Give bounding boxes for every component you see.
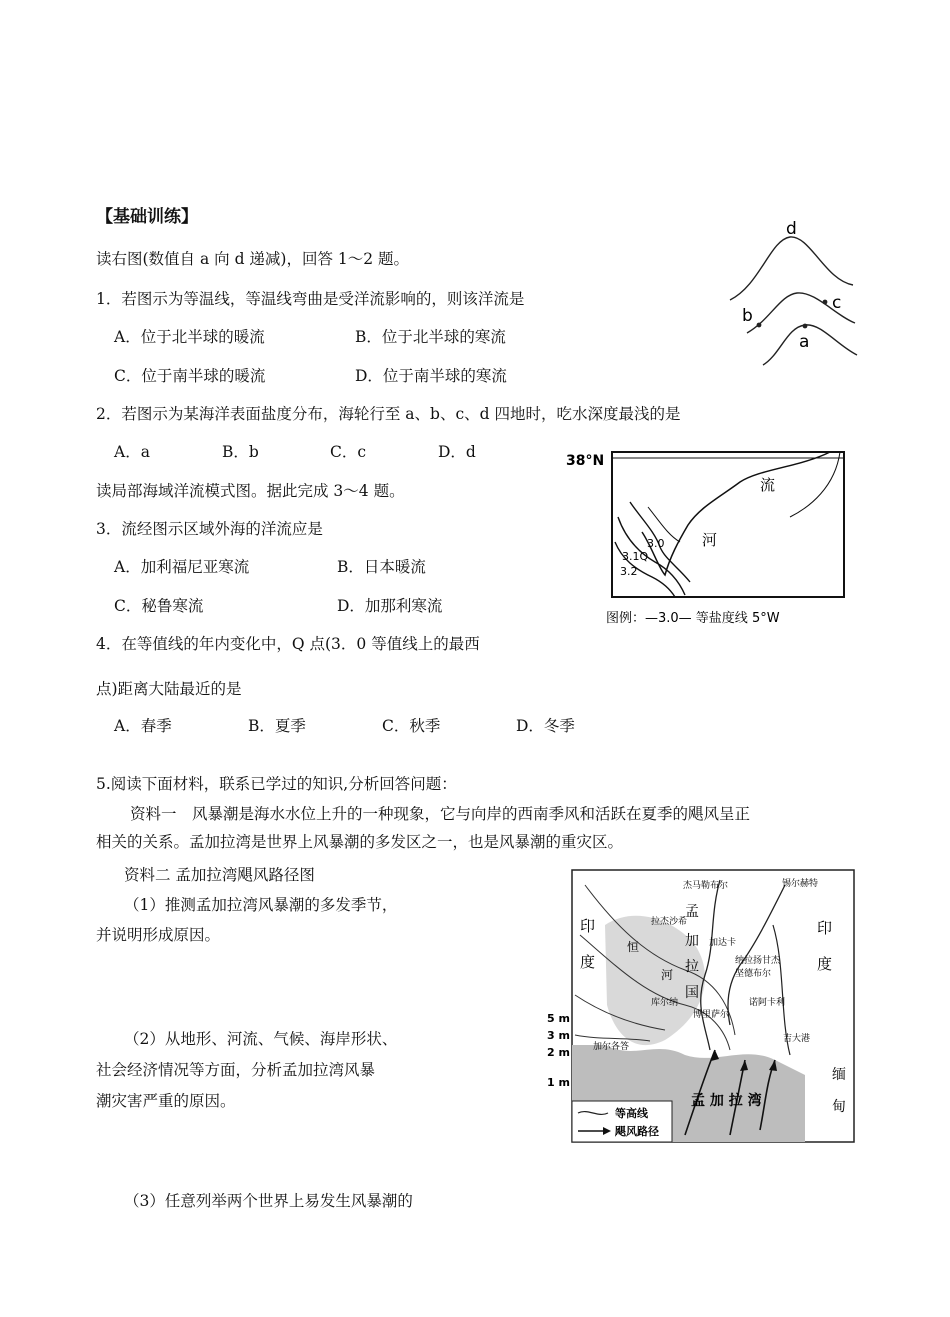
country-char: 国: [685, 985, 699, 1001]
point-c: [823, 300, 828, 305]
q4-stem-line1: 4．在等值线的年内变化中，Q 点(3．0 等值线上的最西: [96, 635, 480, 653]
q2-option-c: C．c: [330, 443, 367, 461]
region-india-west: 度: [580, 953, 596, 971]
legend-contour-label: 等高线: [615, 1107, 648, 1120]
q4-option-a: A．春季: [114, 717, 172, 735]
q4-option-b: B．夏季: [248, 717, 306, 735]
place-label: 博里萨尔: [693, 1010, 730, 1020]
region-myanmar: 缅: [832, 1067, 846, 1083]
q3-option-c: C．秘鲁寒流: [114, 597, 204, 615]
region-myanmar: 甸: [832, 1099, 846, 1115]
label-current: 流: [760, 476, 776, 494]
isoline-figure: [725, 215, 860, 370]
latitude-label: 38°N: [566, 453, 605, 469]
country-char: 孟: [685, 904, 699, 920]
label-river: 河: [702, 531, 718, 549]
bay-label: 孟 加 拉 湾: [691, 1093, 762, 1109]
place-label: 杰马勒布尔: [683, 881, 729, 891]
q5-sub2-line2: 社会经济情况等方面，分析孟加拉湾风暴: [96, 1061, 376, 1079]
q5-material2: 资料二 孟加拉湾飓风路径图: [124, 866, 315, 884]
q1-stem: 1．若图示为等温线，等温线弯曲是受洋流影响的，则该洋流是: [96, 290, 525, 308]
place-label: 加达卡: [709, 938, 737, 948]
q5-sub1-line1: （1）推测孟加拉湾风暴潮的多发季节，: [124, 896, 398, 914]
q1-option-d: D．位于南半球的寒流: [355, 367, 507, 385]
bay-of-bengal-map: [545, 865, 860, 1150]
q2-option-a: A．a: [114, 443, 150, 461]
elevation-label: 1 m: [547, 1076, 570, 1089]
label-3-2: 3.2: [620, 565, 638, 578]
river-char: 恒: [627, 940, 640, 954]
map-legend: 图例：—3.0— 等盐度线 5°W: [606, 611, 780, 626]
q1-option-b: B．位于北半球的寒流: [355, 328, 506, 346]
country-char: 加: [685, 933, 699, 949]
country-char: 拉: [685, 959, 699, 975]
label-b: b: [742, 306, 753, 326]
point-b: [757, 323, 762, 328]
q5-material1-line1: 资料一 风暴潮是海水水位上升的一种现象，它与向岸的西南季风和活跃在夏季的飓风呈正: [130, 805, 751, 823]
q2-stem: 2．若图示为某海洋表面盐度分布，海轮行至 a、b、c、d 四地时，吃水深度最浅的是: [96, 405, 681, 423]
intro-q3-4: 读局部海域洋流模式图。据此完成 3～4 题。: [96, 482, 405, 500]
q1-option-a: A．位于北半球的暖流: [114, 328, 265, 346]
q1-option-c: C．位于南半球的暖流: [114, 367, 266, 385]
q5-material1-line2: 相关的关系。孟加拉湾是世界上风暴潮的多发区之一，也是风暴潮的重灾区。: [96, 833, 624, 851]
q2-option-b: B．b: [222, 443, 259, 461]
intro-q1-2: 读右图(数值自 a 向 d 递减)，回答 1～2 题。: [96, 250, 410, 268]
coastline: [642, 452, 830, 575]
isoline-a: [763, 325, 857, 365]
region-india-east: 度: [817, 955, 833, 973]
coastline-2: [790, 452, 840, 517]
section-title: 【基础训练】: [96, 207, 198, 227]
point-a: [803, 324, 808, 329]
q5-sub1-line2: 并说明形成原因。: [96, 926, 221, 944]
place-label: 诺阿卡利: [749, 998, 786, 1008]
label-c: c: [832, 293, 842, 313]
q4-option-d: D．冬季: [516, 717, 575, 735]
q4-stem-line2: 点)距离大陆最近的是: [96, 680, 242, 698]
legend-path-label: 飓风路径: [615, 1125, 659, 1138]
elevation-label: 2 m: [547, 1046, 570, 1059]
place-label: 纳拉扬甘杰: [735, 956, 781, 966]
label-3-0: 3.0: [647, 537, 665, 550]
q3-option-d: D．加那利寒流: [337, 597, 443, 615]
q2-option-d: D．d: [438, 443, 476, 461]
region-india-east: 印: [817, 919, 833, 937]
place-label: 锡尔赫特: [782, 879, 819, 889]
label-a: a: [799, 332, 810, 352]
q4-option-c: C．秋季: [382, 717, 441, 735]
place-label: 吉大港: [783, 1034, 811, 1044]
q5-sub3: （3）任意列举两个世界上易发生风暴潮的: [124, 1192, 413, 1210]
salinity-map: [560, 447, 850, 632]
q3-option-b: B．日本暖流: [337, 558, 426, 576]
place-label: 库尔纳: [651, 998, 679, 1008]
place-label: 加尔各答: [593, 1042, 630, 1052]
label-d: d: [786, 219, 797, 239]
place-label: 拉杰沙希: [651, 917, 688, 927]
river-char: 河: [661, 968, 674, 982]
label-3-1q: 3.1Q: [622, 550, 649, 563]
q5-stem: 5.阅读下面材料，联系已学过的知识,分析回答问题：: [96, 775, 457, 793]
place-label: 坚德布尔: [735, 969, 772, 979]
region-india-west: 印: [580, 917, 596, 935]
elevation-label: 3 m: [547, 1029, 570, 1042]
q3-stem: 3．流经图示区域外海的洋流应是: [96, 520, 323, 538]
q3-option-a: A．加利福尼亚寒流: [114, 558, 250, 576]
isoline-d: [730, 237, 853, 300]
q5-sub2-line1: （2）从地形、河流、气候、海岸形状、: [124, 1030, 398, 1048]
elevation-label: 5 m: [547, 1012, 570, 1025]
q5-sub2-line3: 潮灾害严重的原因。: [96, 1092, 236, 1110]
